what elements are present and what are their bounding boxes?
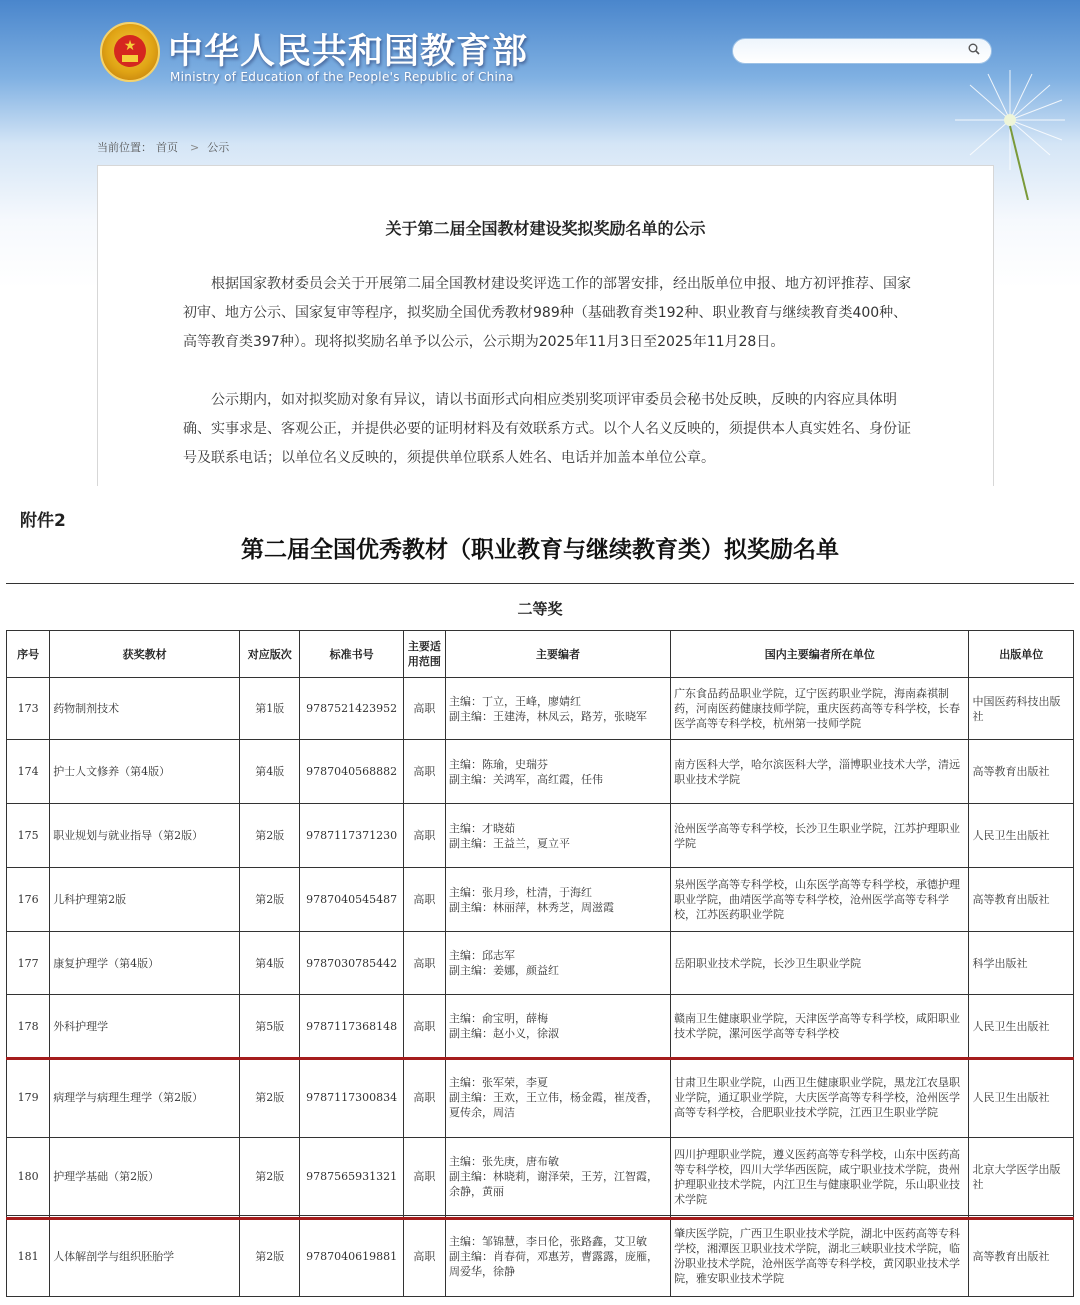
editors <box>446 1216 671 1297</box>
column-header: 获奖教材 <box>50 631 240 678</box>
book-title: 护士人文修养（第4版） <box>50 740 240 804</box>
table-row <box>7 678 1074 740</box>
isbn: 9787040568882 <box>300 740 403 804</box>
book-title: 儿科护理第2版 <box>50 868 240 932</box>
column-header: 主要编者 <box>446 631 671 678</box>
publisher: 高等教育出版社 <box>969 868 1074 932</box>
breadcrumb-home-link[interactable]: 首页 <box>156 141 178 154</box>
row-number: 176 <box>7 868 50 932</box>
editor-line: 主编：张军荣，李夏 <box>449 1076 549 1089</box>
editor-line: 主编：俞宝明，薛梅 <box>449 1012 549 1025</box>
edition: 第2版 <box>240 1058 300 1138</box>
publisher: 科学出版社 <box>969 932 1074 995</box>
breadcrumb-label: 当前位置： <box>97 141 152 154</box>
awards-table <box>6 630 1074 1297</box>
editor-line: 主编：才晓茹 <box>449 821 516 835</box>
column-header: 对应版次 <box>240 631 300 678</box>
divider <box>6 583 1074 584</box>
publisher: 人民卫生出版社 <box>969 804 1074 868</box>
article-paragraph: 根据国家教材委员会关于开展第二届全国教材建设奖评选工作的部署安排，经出版单位申报、地方初评推荐、国家初审、地方公示、国家复审等程序，拟奖励全国优秀教材989种（基础教育类192种、职业教育与继续教育类400种、高等教育类397种）。现将拟奖励名单予以公示，公示期为2025年11月3日至2025年11月28日。 <box>183 276 911 350</box>
edition: 第2版 <box>240 1216 300 1297</box>
editor-line: 主编：丁立，王峰，廖婧红 <box>449 694 582 708</box>
article-paragraph: 公示期内，如对拟奖励对象有异议，请以书面形式向相应类别奖项评审委员会秘书处反映，反映的内容应具体明确、实事求是、客观公正，并提供必要的证明材料及有效联系方式。以个人名义反映的，须提供本人真实姓名、身份证号及联系电话；以单位名义反映的，须提供单位联系人姓名、电话并加盖本单位公章。 <box>183 392 911 466</box>
list-title: 第二届全国优秀教材（职业教育与继续教育类）拟奖励名单 <box>241 536 839 563</box>
edition: 第5版 <box>240 995 300 1058</box>
edition: 第4版 <box>240 932 300 995</box>
editors <box>446 932 671 995</box>
site-title[interactable]: 中华人民共和国教育部 <box>168 32 529 72</box>
book-title: 护理学基础（第2版） <box>50 1138 240 1216</box>
publisher: 北京大学医学出版社 <box>969 1138 1074 1216</box>
editors <box>446 740 671 804</box>
editor-line: 主编：张先庚，唐布敏 <box>449 1155 560 1168</box>
editor-line: 主编：张月珍，杜清，于海红 <box>449 885 593 899</box>
scope: 高职 <box>403 995 445 1058</box>
attachment-label: 附件2 <box>20 511 66 531</box>
column-header: 国内主要编者所在单位 <box>671 631 969 678</box>
isbn: 9787521423952 <box>300 678 403 740</box>
isbn: 9787117300834 <box>300 1058 403 1138</box>
row-number: 181 <box>7 1216 50 1297</box>
breadcrumb <box>97 139 233 155</box>
search-icon[interactable] <box>968 43 980 55</box>
table-row <box>7 995 1074 1058</box>
row-number: 177 <box>7 932 50 995</box>
isbn: 9787030785442 <box>300 932 403 995</box>
edition: 第4版 <box>240 740 300 804</box>
publisher: 高等教育出版社 <box>969 740 1074 804</box>
scope: 高职 <box>403 932 445 995</box>
breadcrumb-section-link[interactable]: 公示 <box>207 141 230 154</box>
search-input[interactable] <box>745 41 959 63</box>
editors <box>446 868 671 932</box>
editor-line: 主编：邹锦慧，李日伦，张路鑫，艾卫敏 <box>449 1234 648 1248</box>
editor-line: 副主编：王建涛，林凤云，路芳，张晓军 <box>449 709 648 723</box>
edition: 第1版 <box>240 678 300 740</box>
breadcrumb-separator: > <box>190 141 200 154</box>
publisher: 中国医药科技出版社 <box>969 678 1074 740</box>
book-title: 职业规划与就业指导（第2版） <box>50 804 240 868</box>
row-number: 173 <box>7 678 50 740</box>
editors <box>446 804 671 868</box>
row-number: 178 <box>7 995 50 1058</box>
row-number: 179 <box>7 1058 50 1138</box>
isbn: 9787040619881 <box>300 1216 403 1297</box>
editor-line: 副主编：王欢，王立伟，杨金霞，崔茂香，夏传余，周洁 <box>449 1091 659 1119</box>
publisher: 高等教育出版社 <box>969 1216 1074 1297</box>
scope: 高职 <box>403 868 445 932</box>
edition: 第2版 <box>240 868 300 932</box>
site-subtitle: Ministry of Education of the People's Republic of China <box>170 70 514 84</box>
isbn: 9787040545487 <box>300 868 403 932</box>
book-title: 外科护理学 <box>50 995 240 1058</box>
editor-units: 泉州医学高等专科学校，山东医学高等专科学校，承德护理职业学院，曲靖医学高等专科学校，沧州医学高等专科学校，江苏医药职业学院 <box>671 868 969 932</box>
editors <box>446 1138 671 1216</box>
site-header <box>0 0 1080 480</box>
book-title: 人体解剖学与组织胚胎学 <box>50 1216 240 1297</box>
editor-units: 肇庆医学院，广西卫生职业技术学院，湖北中医药高等专科学校，湘潭医卫职业技术学院，湖北三峡职业技术学院，临汾职业技术学院，沧州医学高等专科学校，黄冈职业技术学院，雅安职业技术学院 <box>671 1216 969 1297</box>
scope: 高职 <box>403 740 445 804</box>
editor-line: 副主编：姜娜，颜益红 <box>449 964 560 977</box>
editors <box>446 995 671 1058</box>
book-title: 康复护理学（第4版） <box>50 932 240 995</box>
editor-units: 甘肃卫生职业学院，山西卫生健康职业学院，黑龙江农垦职业学院，通辽职业学院，大庆医学高等专科学校，沧州医学高等专科学校，合肥职业技术学院，江西卫生职业学院 <box>671 1058 969 1138</box>
table-row <box>7 804 1074 868</box>
award-grade: 二等奖 <box>517 600 563 618</box>
book-title: 病理学与病理生理学（第2版） <box>50 1058 240 1138</box>
scope: 高职 <box>403 1058 445 1138</box>
column-header: 主要适用范围 <box>403 631 445 678</box>
book-title: 药物制剂技术 <box>50 678 240 740</box>
editor-units: 沧州医学高等专科学校，长沙卫生职业学院，江苏护理职业学院 <box>671 804 969 868</box>
table-header-row <box>7 631 1074 678</box>
table-row <box>7 740 1074 804</box>
row-number: 175 <box>7 804 50 868</box>
editor-units: 广东食品药品职业学院，辽宁医药职业学院，海南森祺制药，河南医药健康技师学院，重庆医药高等专科学校，长春医学高等专科学校，杭州第一技师学院 <box>671 678 969 740</box>
editor-line: 主编：陈瑜，史瑞芬 <box>449 757 549 771</box>
editor-units: 南方医科大学，哈尔滨医科大学，淄博职业技术大学，清远职业技术学院 <box>671 740 969 804</box>
row-number: 174 <box>7 740 50 804</box>
editor-line: 副主编：关鸿军，高红霞，任伟 <box>449 772 604 786</box>
column-header: 出版单位 <box>969 631 1074 678</box>
national-emblem-icon: ★ <box>100 22 160 82</box>
scope: 高职 <box>403 1138 445 1216</box>
editor-units: 赣南卫生健康职业学院，天津医学高等专科学校，咸阳职业技术学院，漯河医学高等专科学校 <box>671 995 969 1058</box>
article-title: 关于第二届全国教材建设奖拟奖励名单的公示 <box>385 219 706 238</box>
scope: 高职 <box>403 1216 445 1297</box>
table-row <box>7 1138 1074 1216</box>
scope: 高职 <box>403 678 445 740</box>
scope: 高职 <box>403 804 445 868</box>
editor-line: 副主编：林丽萍，林秀芝，周滋霞 <box>449 900 615 914</box>
publisher: 人民卫生出版社 <box>969 1058 1074 1138</box>
table-row <box>7 1216 1074 1297</box>
highlight-rule <box>6 1057 1074 1060</box>
row-number: 180 <box>7 1138 50 1216</box>
table-row <box>7 1058 1074 1138</box>
highlight-rule <box>6 1217 1074 1220</box>
editor-units: 岳阳职业技术学院，长沙卫生职业学院 <box>671 932 969 995</box>
editor-line: 副主编：肖春荷，邓惠芳，曹露露，庞雁，周爱华，徐静 <box>449 1249 659 1278</box>
column-header: 标准书号 <box>300 631 403 678</box>
table-row <box>7 868 1074 932</box>
isbn: 9787117368148 <box>300 995 403 1058</box>
isbn: 9787117371230 <box>300 804 403 868</box>
editors <box>446 1058 671 1138</box>
edition: 第2版 <box>240 1138 300 1216</box>
table-row <box>7 932 1074 995</box>
editor-line: 副主编：林晓莉，谢泽荣，王芳，江智霞，余静，黄丽 <box>449 1170 659 1198</box>
editor-units: 四川护理职业学院，遵义医药高等专科学校，山东中医药高等专科学校，四川大学华西医院，咸宁职业技术学院，贵州护理职业技术学院，内江卫生与健康职业学院，乐山职业技术学院 <box>671 1138 969 1216</box>
editors <box>446 678 671 740</box>
editor-line: 主编：邱志军 <box>449 949 516 962</box>
publisher: 人民卫生出版社 <box>969 995 1074 1058</box>
isbn: 9787565931321 <box>300 1138 403 1216</box>
article-panel <box>97 165 994 486</box>
editor-line: 副主编：王益兰，夏立平 <box>449 836 571 850</box>
edition: 第2版 <box>240 804 300 868</box>
editor-line: 副主编：赵小义，徐淑 <box>449 1027 560 1040</box>
column-header: 序号 <box>7 631 50 678</box>
